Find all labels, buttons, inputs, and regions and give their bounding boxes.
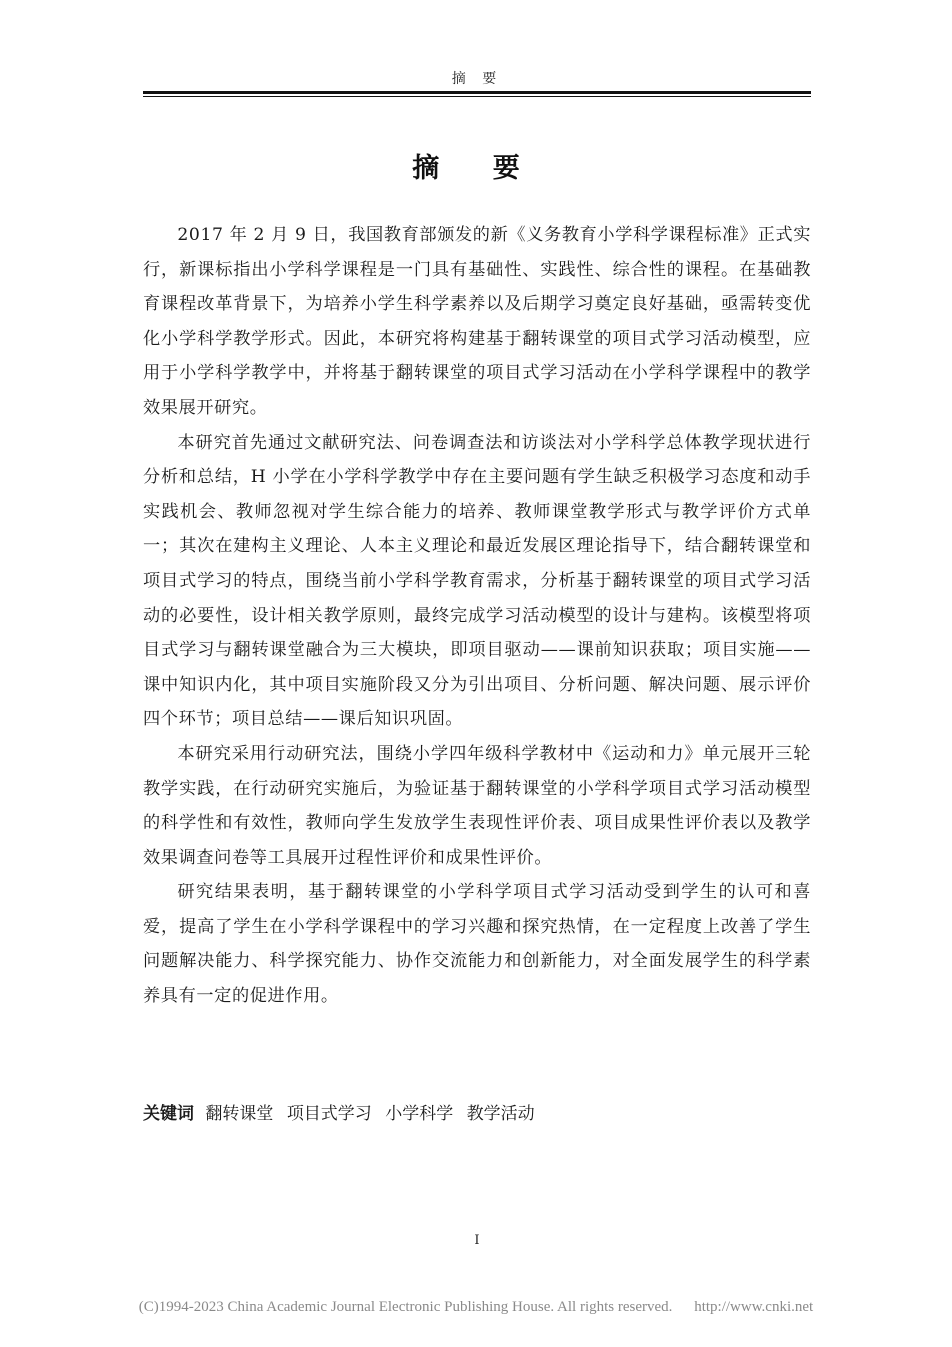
keywords-label: 关键词 — [143, 1104, 194, 1124]
page-number: I — [474, 1233, 480, 1248]
header-rule-thick — [143, 91, 811, 94]
keyword: 小学科学 — [385, 1104, 454, 1124]
page-title: 摘 要 — [412, 153, 542, 184]
running-header: 摘 要 — [451, 71, 503, 87]
copyright-text: (C)1994-2023 China Academic Journal Electronic Publishing House. All rights reserved. — [138, 1299, 673, 1315]
abstract-paragraph: 2017 年 2 月 9 日，我国教育部颁发的新《义务教育小学科学课程标准》正式实行，新课标指出小学科学课程是一门具有基础性、实践性、综合性的课程。在基础教育课程改革背景下，为培养小学生科学素养以及后期学习奠定良好基础，亟需转变优化小学科学教学形式。因此，本研究将构建基于翻转课堂的项目式学习活动模型，应用于小学科学教学中，并将基于翻转课堂的项目式学习活动在小学科学课程中的教学效果展开研究。 — [143, 225, 811, 418]
keywords-line — [143, 1097, 811, 1131]
abstract-paragraph: 本研究首先通过文献研究法、问卷调查法和访谈法对小学科学总体教学现状进行分析和总结，H 小学在小学科学教学中存在主要问题有学生缺乏积极学习态度和动手实践机会、教师忽视对学生综合能力的培养、教师课堂教学形式与教学评价方式单一；其次在建构主义理论、人本主义理论和最近发展区理论指导下，结合翻转课堂和项目式学习的特点，围绕当前小学科学教育需求，分析基于翻转课堂的项目式学习活动的必要性，设计相关教学原则，最终完成学习活动模型的设计与建构。该模型将项目式学习与翻转课堂融合为三大模块，即项目驱动——课前知识获取；项目实施——课中知识内化，其中项目实施阶段又分为引出项目、分析问题、解决问题、展示评价四个环节；项目总结——课后知识巩固。 — [143, 432, 811, 730]
keyword: 项目式学习 — [286, 1104, 372, 1124]
abstract-body — [143, 218, 811, 1014]
keyword: 翻转课堂 — [205, 1104, 274, 1124]
keyword: 教学活动 — [466, 1104, 535, 1124]
header-rule-thin — [143, 96, 811, 97]
abstract-paragraph: 本研究采用行动研究法，围绕小学四年级科学教材中《运动和力》单元展开三轮教学实践，在行动研究实施后，为验证基于翻转课堂的小学科学项目式学习活动模型的科学性和有效性，教师向学生发放学生表现性评价表、项目成果性评价表以及教学效果调查问卷等工具展开过程性评价和成果性评价。 — [143, 743, 811, 868]
footer-url[interactable]: http://www.cnki.net — [694, 1299, 814, 1315]
copyright-footer — [0, 1299, 952, 1316]
abstract-paragraph: 研究结果表明，基于翻转课堂的小学科学项目式学习活动受到学生的认可和喜爱，提高了学生在小学科学课程中的学习兴趣和探究热情，在一定程度上改善了学生问题解决能力、科学探究能力、协作交流能力和创新能力，对全面发展学生的科学素养具有一定的促进作用。 — [143, 882, 811, 1007]
